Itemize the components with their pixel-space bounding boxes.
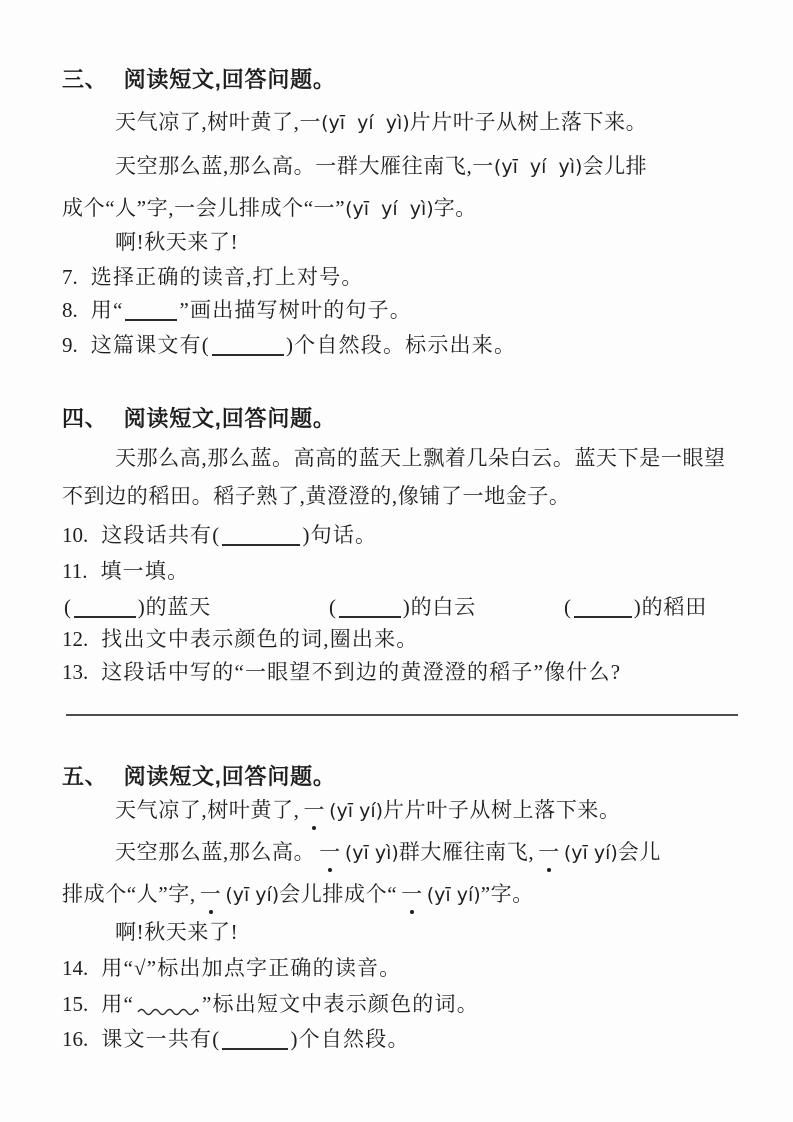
passage-line (62, 881, 534, 909)
passage-line (62, 797, 621, 825)
answer-blank (74, 600, 136, 618)
chinese-text: )的稻田 (633, 595, 707, 619)
section-4-number: 四、 (62, 406, 108, 431)
chinese-text: ( (329, 595, 337, 619)
pinyin-options: (yī yí) (225, 884, 280, 906)
question-number: 14. (62, 956, 89, 980)
question-10 (62, 522, 377, 549)
question-15 (62, 991, 479, 1018)
passage-line (62, 919, 238, 946)
question-number: 16. (62, 1027, 89, 1051)
section-3-number: 三、 (62, 67, 108, 92)
chinese-text: 天那么高,那么蓝。高高的蓝天上飘着几朵白云。蓝天下是一眼望 (115, 446, 726, 470)
chinese-text: 啊!秋天来了! (115, 920, 239, 944)
question-number: 8. (62, 298, 78, 322)
chinese-text: 不到边的稻田。稻子熟了,黄澄澄的,像铺了一地金子。 (62, 484, 571, 508)
chinese-text: 会儿排 (582, 154, 648, 178)
dotted-yi-character: 一 (538, 840, 560, 864)
chinese-text: 排成个“人”字, (62, 882, 196, 906)
passage-line (62, 109, 647, 137)
pinyin-options: (yī yí) (426, 884, 481, 906)
question-13 (62, 659, 621, 686)
section-3-title: 阅读短文,回答问题。 (123, 67, 336, 92)
answer-blank (125, 303, 177, 321)
wavy-underline-blank (137, 996, 199, 1023)
answer-blank (222, 528, 300, 546)
question-text: 课文一共有( (101, 1027, 221, 1051)
chinese-text: ”字。 (480, 882, 534, 906)
chinese-text: 会儿排成个“ (279, 882, 398, 906)
question-number: 9. (62, 333, 78, 357)
chinese-text: 会儿 (617, 840, 661, 864)
question-9 (62, 332, 516, 359)
section-5-number: 五、 (62, 764, 108, 789)
question-text: 用“ (90, 298, 124, 322)
pinyin-options: (yī yí) (329, 800, 384, 822)
question-number: 15. (62, 992, 89, 1016)
section-4-heading (62, 405, 336, 432)
question-text: 用“ (101, 992, 134, 1016)
dotted-yi-character: 一 (303, 798, 326, 822)
answer-writing-line (66, 714, 738, 716)
pinyin-options: (yī yí yì) (321, 112, 410, 134)
fill-in-group-white-cloud (329, 591, 476, 621)
fill-in-row (64, 591, 742, 621)
chinese-text: )的蓝天 (137, 595, 211, 619)
question-text: ”画出描写树叶的句子。 (179, 298, 413, 322)
question-7 (62, 264, 364, 291)
chinese-text: 天气凉了,树叶黄了,一 (115, 110, 322, 134)
question-text: 填一填。 (100, 559, 190, 583)
question-16 (62, 1026, 410, 1053)
chinese-text: 成个“人”字,一会儿排成个“一” (62, 196, 346, 220)
chinese-text: 啊!秋天来了! (115, 230, 239, 254)
question-text: 选择正确的读音,打上对号。 (90, 265, 364, 289)
question-14 (62, 955, 401, 982)
question-text: )个自然段。标示出来。 (285, 333, 517, 357)
passage-line (62, 153, 647, 181)
question-text: 找出文中表示颜色的词,圈出来。 (101, 627, 419, 651)
question-text: )句话。 (302, 523, 378, 547)
passage-line (62, 229, 238, 256)
question-11 (62, 558, 189, 585)
passage-line (62, 483, 571, 510)
section-3-heading (62, 66, 336, 93)
question-text: 用“√”标出加点字正确的读音。 (101, 956, 402, 980)
pinyin-options: (yī yí yì) (345, 198, 434, 220)
chinese-text: 天空那么蓝,那么高。 (115, 840, 316, 864)
chinese-text: 天气凉了,树叶黄了, (115, 798, 300, 822)
chinese-text: 片片叶子从树上落下来。 (409, 110, 648, 134)
fill-in-group-blue-sky (64, 591, 211, 621)
question-text: )个自然段。 (290, 1027, 410, 1051)
dotted-yi-character: 一 (319, 840, 341, 864)
chinese-text: )的白云 (402, 595, 476, 619)
question-text: 这段话中写的“一眼望不到边的黄澄澄的稻子”像什么? (101, 660, 622, 684)
section-5-title: 阅读短文,回答问题。 (123, 764, 336, 789)
answer-blank (574, 600, 632, 618)
passage-line (62, 445, 726, 472)
fill-in-group-rice-field (564, 591, 707, 621)
dotted-yi-character: 一 (401, 882, 423, 906)
answer-blank (212, 338, 284, 356)
section-4-title: 阅读短文,回答问题。 (123, 406, 336, 431)
question-number: 7. (62, 265, 78, 289)
answer-blank (339, 600, 401, 618)
question-number: 13. (62, 660, 89, 684)
chinese-text: 天空那么蓝,那么高。一群大雁往南飞,一 (115, 154, 494, 178)
chinese-text: 片片叶子从树上落下来。 (383, 798, 621, 822)
chinese-text: ( (64, 595, 72, 619)
dotted-yi-character: 一 (199, 882, 222, 906)
question-12 (62, 626, 419, 653)
question-number: 12. (62, 627, 89, 651)
passage-line (62, 195, 477, 223)
question-text: 这篇课文有( (90, 333, 210, 357)
answer-blank (222, 1032, 288, 1050)
section-5-heading (62, 763, 336, 790)
passage-line (62, 839, 661, 867)
pinyin-options: (yī yí) (563, 842, 618, 864)
question-8 (62, 297, 412, 324)
chinese-text: 群大雁往南飞, (398, 840, 535, 864)
pinyin-options: (yī yì) (344, 842, 399, 864)
chinese-text: ( (564, 595, 572, 619)
question-text: 这段话共有( (101, 523, 221, 547)
pinyin-options: (yī yí yì) (493, 156, 583, 178)
question-text: ”标出短文中表示颜色的词。 (201, 992, 479, 1016)
question-number: 11. (62, 559, 88, 583)
chinese-text: 字。 (433, 196, 477, 220)
question-number: 10. (62, 523, 89, 547)
